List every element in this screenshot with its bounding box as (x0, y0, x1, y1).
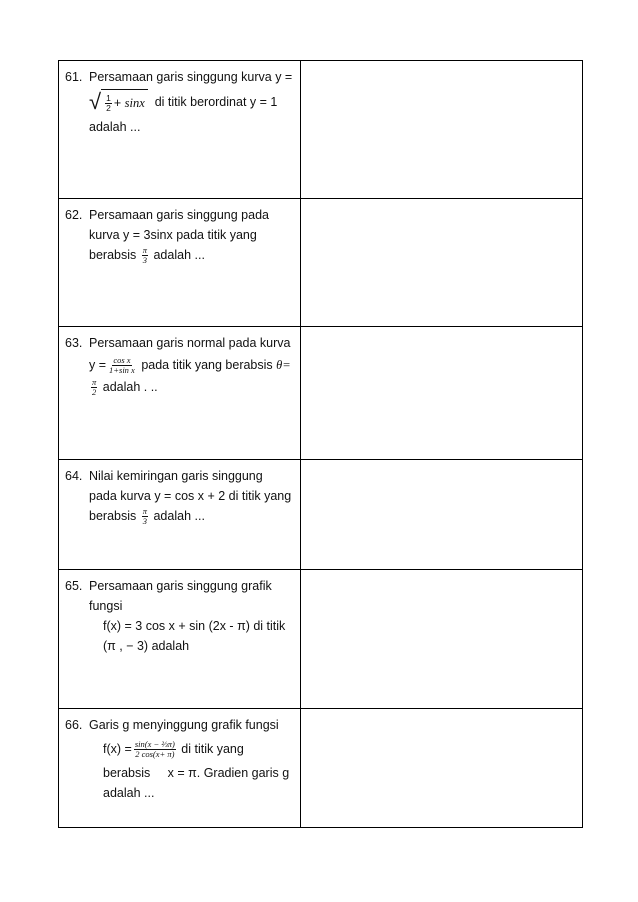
question-row-63 (59, 327, 582, 460)
question-table (58, 60, 583, 828)
question-text: berabsis (89, 509, 137, 523)
question-text: adalah ... (153, 509, 205, 523)
question-row-62 (59, 199, 582, 327)
sqrt-expression: √ $\frac{1}{2}$ + sinx (89, 89, 148, 115)
question-row-64 (59, 460, 582, 570)
question-text: berabsis (103, 766, 151, 780)
question-text: pada titik yang berabsis (141, 358, 273, 372)
answer-cell[interactable] (301, 709, 582, 827)
question-row-65 (59, 570, 582, 709)
question-number: 63. (65, 336, 83, 350)
radical-sign: √ (89, 89, 102, 114)
question-cell (59, 199, 301, 326)
question-text: y = (89, 358, 107, 372)
question-text: di titik yang (181, 742, 244, 756)
question-number: 66. (65, 718, 83, 732)
answer-cell[interactable] (301, 199, 582, 326)
question-text: pada kurva y = cos x + 2 di titik yang (89, 489, 292, 503)
question-text: Nilai kemiringan garis singgung (89, 469, 263, 483)
answer-cell[interactable] (301, 61, 582, 198)
question-row-66 (59, 709, 582, 827)
question-text: kurva y = 3sinx pada titik yang (89, 228, 257, 242)
fraction: $\frac{\text{cos x}}{\text{1+sin x}}$ (109, 354, 135, 375)
question-text: f(x) = (103, 742, 132, 756)
fraction: $\frac{\text{sin(x − ⅔π)}}{2 \cos(x+ \pi)}$ (134, 738, 175, 759)
question-cell (59, 327, 301, 459)
question-text: adalah ... (153, 248, 205, 262)
question-text: θ= (276, 358, 291, 372)
question-number: 62. (65, 208, 83, 222)
fraction: $\frac{\pi}{3}$ (142, 506, 147, 527)
answer-cell[interactable] (301, 460, 582, 569)
question-cell (59, 460, 301, 569)
question-text: berabsis (89, 248, 137, 262)
question-text: Persamaan garis singgung grafik (89, 579, 272, 593)
question-number: 61. (65, 70, 83, 84)
question-text: adalah . .. (102, 380, 158, 394)
question-text: Persamaan garis normal pada kurva (89, 336, 291, 350)
question-text: Persamaan garis singgung pada (89, 208, 269, 222)
question-text: di titik berordinat y = 1 (154, 95, 278, 109)
question-text: (π , − 3) adalah (103, 639, 190, 653)
fraction: $\frac{\pi}{3}$ (142, 245, 147, 266)
question-text: adalah ... (89, 120, 141, 134)
fraction: $\frac{1}{2}$ (106, 92, 111, 113)
question-number: 64. (65, 469, 83, 483)
question-cell (59, 709, 301, 827)
question-cell (59, 61, 301, 198)
fraction: $\frac{\pi}{2}$ (92, 377, 97, 398)
question-cell (59, 570, 301, 708)
question-row-61 (59, 61, 582, 199)
answer-cell[interactable] (301, 327, 582, 459)
question-text: fungsi (89, 599, 123, 613)
answer-cell[interactable] (301, 570, 582, 708)
question-text: Garis g menyinggung grafik fungsi (89, 718, 279, 732)
question-text: adalah ... (103, 786, 155, 800)
question-number: 65. (65, 579, 83, 593)
question-text: x = π. Gradien garis g (167, 766, 290, 780)
question-text: f(x) = 3 cos x + sin (2x - π) di titik (103, 619, 286, 633)
question-text: Persamaan garis singgung kurva y = (89, 70, 293, 84)
